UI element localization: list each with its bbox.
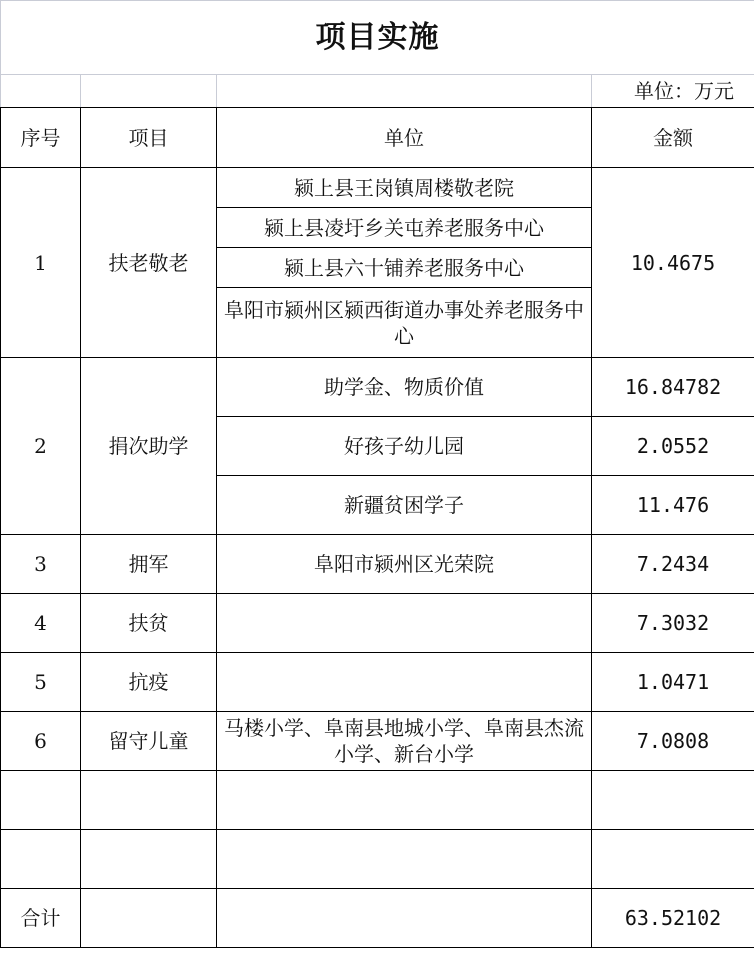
row-1-unit-1: 颍上县王岗镇周楼敬老院 xyxy=(217,168,592,208)
empty-cell xyxy=(592,771,754,830)
row-1-unit-2: 颍上县凌圩乡关屯养老服务中心 xyxy=(217,208,592,248)
row-1-unit-3: 颍上县六十铺养老服务中心 xyxy=(217,248,592,288)
row-2-project: 捐次助学 xyxy=(81,358,217,535)
row-4-unit xyxy=(217,594,592,653)
total-label: 合计 xyxy=(1,889,81,948)
header-unit: 单位 xyxy=(217,108,592,168)
row-1-amount: 10.4675 xyxy=(592,168,754,358)
total-amount: 63.52102 xyxy=(592,889,754,948)
row-2-unit-2: 好孩子幼儿园 xyxy=(217,417,592,476)
row-1-seq: 1 xyxy=(1,168,81,358)
unit-label: 单位：万元 xyxy=(592,75,754,108)
row-4-seq: 4 xyxy=(1,594,81,653)
row-6-amount: 7.0808 xyxy=(592,712,754,771)
empty-cell xyxy=(217,830,592,889)
row-2-unit-3: 新疆贫困学子 xyxy=(217,476,592,535)
row-6-project: 留守儿童 xyxy=(81,712,217,771)
row-2-amount-3: 11.476 xyxy=(592,476,754,535)
row-3-unit: 阜阳市颍州区光荣院 xyxy=(217,535,592,594)
row-3-project: 拥军 xyxy=(81,535,217,594)
row-1-unit-4: 阜阳市颍州区颍西街道办事处养老服务中心 xyxy=(217,288,592,358)
empty-cell xyxy=(217,889,592,948)
empty-cell xyxy=(81,75,217,108)
row-3-amount: 7.2434 xyxy=(592,535,754,594)
row-2-amount-2: 2.0552 xyxy=(592,417,754,476)
header-amount: 金额 xyxy=(592,108,754,168)
header-project: 项目 xyxy=(81,108,217,168)
empty-cell xyxy=(1,830,81,889)
row-6-seq: 6 xyxy=(1,712,81,771)
row-2-seq: 2 xyxy=(1,358,81,535)
page-title: 项目实施 xyxy=(1,1,754,75)
empty-cell xyxy=(1,75,81,108)
row-5-amount: 1.0471 xyxy=(592,653,754,712)
empty-cell xyxy=(81,771,217,830)
empty-cell xyxy=(81,889,217,948)
header-seq: 序号 xyxy=(1,108,81,168)
row-2-amount-1: 16.84782 xyxy=(592,358,754,417)
row-5-unit xyxy=(217,653,592,712)
row-6-unit: 马楼小学、阜南县地城小学、阜南县杰流小学、新台小学 xyxy=(217,712,592,771)
empty-cell xyxy=(217,75,592,108)
row-5-seq: 5 xyxy=(1,653,81,712)
empty-cell xyxy=(1,771,81,830)
row-3-seq: 3 xyxy=(1,535,81,594)
row-4-amount: 7.3032 xyxy=(592,594,754,653)
empty-cell xyxy=(592,830,754,889)
row-5-project: 抗疫 xyxy=(81,653,217,712)
row-1-project: 扶老敬老 xyxy=(81,168,217,358)
empty-cell xyxy=(217,771,592,830)
empty-cell xyxy=(81,830,217,889)
row-2-unit-1: 助学金、物质价值 xyxy=(217,358,592,417)
row-4-project: 扶贫 xyxy=(81,594,217,653)
